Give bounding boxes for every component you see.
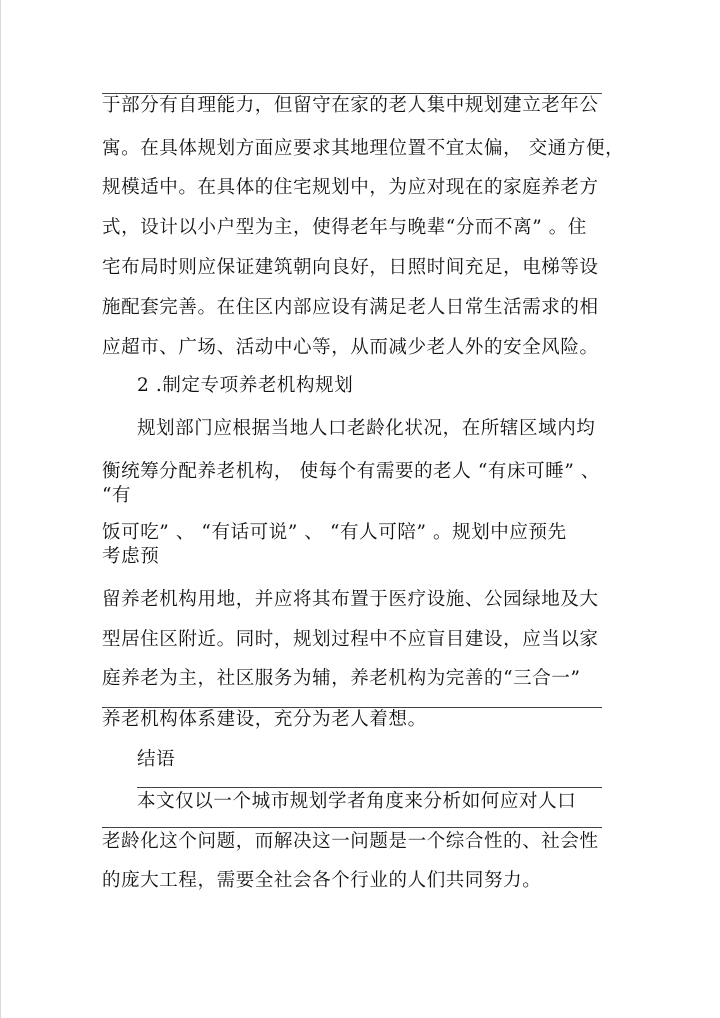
text-line: 的庞大工程，需要全社会各个行业的人们共同努力。 <box>102 870 542 891</box>
text-line: 饭可吃” 、 “有话可说” 、 “有人可陪” 。规划中应预先 <box>102 522 567 543</box>
text-line: 应超市、广场、活动中心等，从而减少老人外的安全风险。 <box>102 337 599 358</box>
text-line: 规划部门应根据当地人口老龄化状况，在所辖区域内均 <box>137 418 596 439</box>
text-line: 式，设计以小户型为主，使得老年与晚辈“分而不离” 。住 <box>102 217 587 238</box>
text-line: 养老机构体系建设，充分为老人着想。 <box>102 709 427 730</box>
text-line: 寓。在具体规划方面应要求其地理位置不宜太偏， 交通方便， <box>102 138 625 159</box>
text-line: 规模适中。在具体的住宅规划中，为应对现在的家庭养老方 <box>102 177 599 198</box>
page-edge <box>0 0 1 1018</box>
text-line: 施配套完善。在住区内部应设有满足老人日常生活需求的相 <box>102 297 599 318</box>
text-line: 衡统筹分配养老机构， 使每个有需要的老人 “有床可睡” 、 <box>102 461 600 482</box>
text-line: 老龄化这个问题，而解决这一问题是一个综合性的、社会性 <box>102 831 599 852</box>
text-line: 本文仅以一个城市规划学者角度来分析如何应对人口 <box>137 791 577 812</box>
rule-line <box>137 787 602 788</box>
text-line: 宅布局时则应保证建筑朝向良好，日照时间充足，电梯等设 <box>102 257 599 278</box>
rule-line <box>102 827 602 828</box>
section-heading: 2 .制定专项养老机构规划 <box>137 375 354 396</box>
text-line: 型居住区附近。同时，规划过程中不应盲目建设，应当以家 <box>102 629 599 650</box>
text-line: 庭养老为主，社区服务为辅，养老机构为完善的“三合一” <box>102 668 581 689</box>
text-line: 留养老机构用地，并应将其布置于医疗设施、公园绿地及大 <box>102 589 599 610</box>
text-line: 于部分有自理能力，但留守在家的老人集中规划建立老年公 <box>102 95 599 116</box>
text-line: 考虑预 <box>102 546 160 567</box>
text-line: “有 <box>102 485 132 506</box>
section-heading: 结语 <box>137 749 176 770</box>
